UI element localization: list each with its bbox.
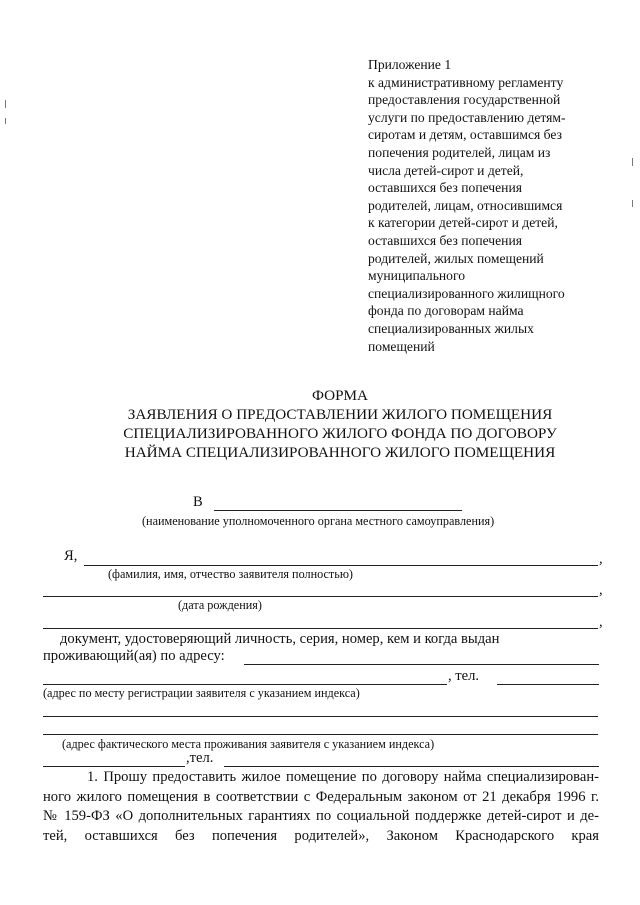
appendix-line: фонда по договорам найма — [368, 303, 524, 319]
scan-mark-left — [5, 118, 6, 124]
recipient-field[interactable] — [214, 510, 462, 511]
appendix-line: числа детей-сирот и детей, — [368, 162, 524, 178]
document-field[interactable] — [43, 628, 598, 629]
recipient-prefix: В — [193, 494, 203, 510]
document-text: документ, удостоверяющий личность, серия, номер, кем и когда выдан — [60, 631, 500, 647]
line-end-comma: , — [599, 614, 603, 630]
scan-mark-right — [632, 200, 633, 207]
scan-mark-right — [632, 158, 633, 166]
appendix-line: родителей, лицам, относившимся — [368, 197, 563, 213]
paragraph-line: ного жилого помещения в соответствии с Федеральным законом от 21 декабря 1996 г. — [43, 788, 599, 805]
appendix-line: специализированных жилых — [368, 320, 534, 336]
appendix-line: попечения родителей, лицам из — [368, 144, 551, 160]
actual-address-end-field[interactable] — [43, 766, 185, 767]
appendix-line: помещений — [368, 338, 435, 354]
name-caption: (фамилия, имя, отчество заявителя полностью) — [108, 567, 353, 581]
title-line: ЗАЯВЛЕНИЯ О ПРЕДОСТАВЛЕНИИ ЖИЛОГО ПОМЕЩЕНИЯ — [127, 406, 553, 423]
birth-date-field[interactable] — [43, 596, 598, 597]
scan-mark-left — [5, 100, 6, 108]
appendix-line: оставшихся без попечения — [368, 180, 522, 196]
title-line: НАЙМА СПЕЦИАЛИЗИРОВАННОГО ЖИЛОГО ПОМЕЩЕНИЯ — [124, 444, 556, 461]
appendix-line: услуги по предоставлению детям- — [368, 109, 566, 125]
appendix-line: к административному регламенту — [368, 74, 564, 90]
phone2-field[interactable] — [224, 766, 599, 767]
appendix-line: Приложение 1 — [368, 57, 452, 72]
residing-address-field[interactable] — [244, 664, 599, 665]
line-end-comma: , — [599, 551, 603, 567]
phone-field[interactable] — [497, 684, 599, 685]
address-continuation-field[interactable] — [43, 684, 447, 685]
line-end-comma: , — [599, 582, 603, 598]
paragraph-line: 1. Прошу предоставить жилое помещение по договору найма специализирован- — [87, 769, 599, 785]
appendix-line: родителей, жилых помещений — [368, 250, 544, 266]
paragraph-line: № 159-ФЗ «О дополнительных гарантиях по социальной поддержке детей-сирот и де- — [43, 808, 599, 825]
appendix-line: предоставления государственной — [368, 92, 561, 108]
appendix-line: оставшихся без попечения — [368, 232, 522, 248]
form-title — [60, 386, 620, 462]
appendix-line: специализированного жилищного — [368, 285, 565, 301]
appendix-line: сиротам и детям, оставшимся без — [368, 127, 562, 143]
request-paragraph — [43, 768, 599, 846]
residing-text: проживающий(ая) по адресу: — [43, 648, 225, 664]
applicant-prefix: Я, — [64, 548, 78, 564]
appendix-line: муниципального — [368, 268, 466, 284]
applicant-name-field[interactable] — [84, 565, 598, 566]
registration-caption: (адрес по месту регистрации заявителя с указанием индекса) — [43, 686, 360, 700]
tel2-label: ,тел. — [186, 750, 214, 766]
birth-caption: (дата рождения) — [178, 598, 262, 612]
appendix-header — [368, 56, 618, 355]
actual-address-caption: (адрес фактического места проживания заявителя с указанием индекса) — [62, 737, 435, 751]
appendix-line: к категории детей-сирот и детей, — [368, 215, 558, 231]
actual-address-field[interactable] — [43, 716, 598, 717]
actual-address-field-2[interactable] — [43, 734, 598, 735]
recipient-caption: (наименование уполномоченного органа местного самоуправления) — [142, 514, 495, 528]
title-line: СПЕЦИАЛИЗИРОВАННОГО ЖИЛОГО ФОНДА ПО ДОГОВОРУ — [123, 425, 557, 442]
tel-label: , тел. — [448, 668, 480, 684]
paragraph-line: тей, оставшихся без попечения родителей», Законом Краснодарского края — [43, 827, 599, 844]
title-line: ФОРМА — [311, 387, 369, 404]
